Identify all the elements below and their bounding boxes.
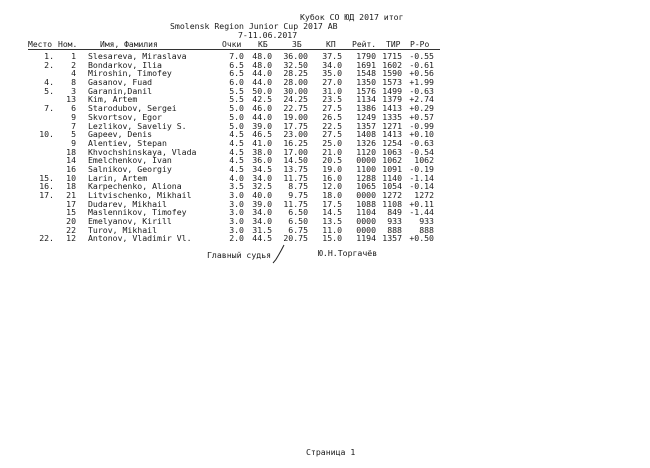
cell-name: Emelchenkov, Ivan (88, 155, 172, 166)
col-no: Ном. (58, 40, 78, 49)
cell-zb: 9.75 (288, 190, 308, 200)
cell-kb: 48.0 (252, 59, 272, 70)
cell-pro: 1062 (414, 155, 434, 166)
cell-pro: +0.11 (409, 198, 434, 209)
cell-kp: 15.0 (322, 233, 342, 244)
cell-kp: 21.0 (322, 146, 342, 157)
cell-pro: +0.10 (409, 129, 434, 140)
cell-tir: 1413 (382, 103, 402, 114)
page-number: Страница 1 (306, 447, 356, 457)
cell-points: 6.5 (229, 59, 244, 70)
cell-rating: 0000 (356, 155, 376, 166)
cell-place: 4. (44, 77, 54, 88)
cell-points: 3.0 (229, 190, 244, 200)
cell-tir: 1140 (382, 172, 402, 183)
cell-kb: 46.5 (252, 129, 272, 140)
cell-pro: +1.99 (409, 77, 434, 88)
cell-zb: 13.75 (283, 163, 308, 174)
header-rule (28, 49, 440, 50)
cell-zb: 19.00 (283, 111, 308, 122)
col-name: Имя, Фамилия (100, 40, 158, 49)
cell-rating: 1350 (356, 77, 376, 88)
cell-name: Bondarkov, Ilia (88, 59, 162, 70)
cell-tir: 1062 (382, 155, 402, 166)
cell-rating: 1326 (356, 137, 376, 148)
cell-pro: +0.50 (409, 233, 434, 244)
cell-points: 4.0 (229, 172, 244, 183)
cell-kp: 27.5 (322, 103, 342, 114)
cell-pro: +0.57 (409, 111, 434, 122)
cell-tir: 888 (387, 224, 402, 235)
cell-name: Dudarev, Mikhail (88, 198, 167, 209)
judge-signature-mark (268, 244, 290, 264)
cell-tir: 1573 (382, 77, 402, 88)
cell-kb: 31.5 (252, 224, 272, 235)
cell-tir: 1715 (382, 51, 402, 61)
col-kp: КП (326, 40, 336, 49)
cell-pro: -0.14 (409, 181, 434, 192)
cell-kp: 25.0 (322, 137, 342, 148)
cell-place: 22. (39, 233, 54, 244)
cell-points: 3.0 (229, 224, 244, 235)
cell-zb: 17.00 (283, 146, 308, 157)
col-points: Очки (222, 40, 242, 49)
cell-kb: 32.5 (252, 181, 272, 192)
cell-tir: 1357 (382, 233, 402, 244)
cell-kb: 46.0 (252, 103, 272, 114)
cell-zb: 23.00 (283, 129, 308, 140)
cell-kp: 31.0 (322, 85, 342, 96)
col-kb: КБ (258, 40, 268, 49)
cell-rating: 1288 (356, 172, 376, 183)
cell-pro: +2.74 (409, 94, 434, 105)
cell-pro: 1272 (414, 190, 434, 200)
cell-zb: 6.50 (288, 216, 308, 227)
cell-rating: 1386 (356, 103, 376, 114)
cell-place: 1. (44, 51, 54, 61)
cell-points: 4.5 (229, 146, 244, 157)
cell-no: 17 (66, 198, 76, 209)
cell-no: 8 (71, 77, 76, 88)
table-row (0, 234, 650, 243)
cell-points: 5.0 (229, 103, 244, 114)
cell-zb: 30.00 (283, 85, 308, 96)
cell-no: 21 (66, 190, 76, 200)
cell-rating: 1691 (356, 59, 376, 70)
cell-rating: 1134 (356, 94, 376, 105)
cell-pro: +0.29 (409, 103, 434, 114)
cell-name: Gapeev, Denis (88, 129, 153, 140)
cell-kp: 27.0 (322, 77, 342, 88)
cell-kp: 13.5 (322, 216, 342, 227)
cell-rating: 0000 (356, 190, 376, 200)
title-en: Smolensk Region Junior Cup 2017 AB (170, 21, 338, 31)
cell-points: 2.0 (229, 233, 244, 244)
cell-points: 3.0 (229, 198, 244, 209)
cell-kb: 41.0 (252, 137, 272, 148)
cell-pro: +0.56 (409, 68, 434, 79)
cell-kb: 40.0 (252, 190, 272, 200)
cell-name: Kim, Artem (88, 94, 138, 105)
cell-zb: 8.75 (288, 181, 308, 192)
cell-name: Khvochshinskaya, Vlada (88, 146, 197, 157)
cell-zb: 11.75 (283, 172, 308, 183)
chief-judge-name: Ю.Н.Торгачёв (318, 248, 378, 258)
cell-no: 2 (71, 59, 76, 70)
cell-zb: 6.50 (288, 207, 308, 218)
cell-no: 20 (66, 216, 76, 227)
col-tir: ТИР (386, 40, 401, 49)
cell-pro: -0.19 (409, 163, 434, 174)
cell-points: 4.5 (229, 137, 244, 148)
cell-no: 10 (66, 172, 76, 183)
cell-tir: 1271 (382, 120, 402, 131)
cell-name: Alentiev, Stepan (88, 137, 167, 148)
cell-no: 3 (71, 85, 76, 96)
cell-place: 7. (44, 103, 54, 114)
cell-name: Salnikov, Georgiy (88, 163, 172, 174)
cell-tir: 1063 (382, 146, 402, 157)
cell-zb: 20.75 (283, 233, 308, 244)
cell-tir: 849 (387, 207, 402, 218)
title-ru: Кубок СО ЮД 2017 итог (300, 12, 404, 22)
cell-points: 3.0 (229, 216, 244, 227)
cell-no: 18 (66, 181, 76, 192)
chief-judge-label: Главный судья (207, 250, 272, 260)
cell-kp: 16.0 (322, 172, 342, 183)
cell-kb: 34.0 (252, 207, 272, 218)
cell-points: 3.5 (229, 181, 244, 192)
cell-rating: 1548 (356, 68, 376, 79)
cell-name: Antonov, Vladimir Vl. (88, 233, 192, 244)
cell-kb: 42.5 (252, 94, 272, 105)
cell-name: Turov, Mikhail (88, 224, 158, 235)
cell-kp: 20.5 (322, 155, 342, 166)
cell-kp: 11.0 (322, 224, 342, 235)
cell-name: Litvischenko, Mikhail (88, 190, 192, 200)
cell-kb: 39.0 (252, 198, 272, 209)
cell-kp: 19.0 (322, 163, 342, 174)
cell-points: 5.0 (229, 120, 244, 131)
cell-rating: 1357 (356, 120, 376, 131)
cell-place: 16. (39, 181, 54, 192)
cell-no: 14 (66, 155, 76, 166)
results-table (0, 52, 650, 243)
cell-kb: 38.0 (252, 146, 272, 157)
cell-rating: 0000 (356, 216, 376, 227)
cell-kp: 17.5 (322, 198, 342, 209)
cell-no: 15 (66, 207, 76, 218)
cell-kb: 34.0 (252, 216, 272, 227)
cell-kp: 14.5 (322, 207, 342, 218)
col-pro: Р-Ро (410, 40, 430, 49)
cell-no: 1 (71, 51, 76, 61)
cell-points: 5.5 (229, 94, 244, 105)
cell-rating: 1249 (356, 111, 376, 122)
cell-no: 5 (71, 129, 76, 140)
cell-kp: 22.5 (322, 120, 342, 131)
cell-pro: -0.99 (409, 120, 434, 131)
cell-tir: 1091 (382, 163, 402, 174)
col-zb: ЗБ (292, 40, 302, 49)
cell-name: Lezlikov, Saveliy S. (88, 120, 187, 131)
col-place: Место (28, 40, 53, 49)
cell-points: 3.0 (229, 207, 244, 218)
cell-place: 15. (39, 172, 54, 183)
cell-tir: 1413 (382, 129, 402, 140)
cell-name: Maslennikov, Timofey (88, 207, 187, 218)
cell-kb: 36.0 (252, 155, 272, 166)
cell-points: 4.5 (229, 163, 244, 174)
cell-tir: 1590 (382, 68, 402, 79)
cell-tir: 1379 (382, 94, 402, 105)
cell-kb: 48.0 (252, 51, 272, 61)
cell-pro: -0.63 (409, 137, 434, 148)
cell-name: Miroshin, Timofey (88, 68, 172, 79)
cell-kp: 34.0 (322, 59, 342, 70)
cell-kb: 44.0 (252, 111, 272, 122)
cell-zb: 28.25 (283, 68, 308, 79)
cell-pro: 888 (419, 224, 434, 235)
cell-zb: 17.75 (283, 120, 308, 131)
cell-name: Starodubov, Sergei (88, 103, 177, 114)
cell-rating: 1104 (356, 207, 376, 218)
cell-zb: 24.25 (283, 94, 308, 105)
cell-rating: 1065 (356, 181, 376, 192)
cell-kp: 18.0 (322, 190, 342, 200)
cell-zb: 22.75 (283, 103, 308, 114)
cell-kp: 26.5 (322, 111, 342, 122)
cell-no: 9 (71, 111, 76, 122)
cell-place: 17. (39, 190, 54, 200)
cell-rating: 1408 (356, 129, 376, 140)
cell-zb: 28.00 (283, 77, 308, 88)
cell-kp: 35.0 (322, 68, 342, 79)
cell-rating: 1576 (356, 85, 376, 96)
cell-no: 13 (66, 94, 76, 105)
cell-points: 6.0 (229, 77, 244, 88)
cell-zb: 16.25 (283, 137, 308, 148)
cell-no: 22 (66, 224, 76, 235)
cell-zb: 6.75 (288, 224, 308, 235)
cell-zb: 11.75 (283, 198, 308, 209)
cell-points: 5.0 (229, 111, 244, 122)
cell-rating: 1088 (356, 198, 376, 209)
cell-pro: -0.54 (409, 146, 434, 157)
cell-name: Skvortsov, Egor (88, 111, 162, 122)
cell-kp: 12.0 (322, 181, 342, 192)
cell-tir: 1254 (382, 137, 402, 148)
cell-name: Emelyanov, Kirill (88, 216, 172, 227)
cell-pro: -0.61 (409, 59, 434, 70)
cell-name: Slesareva, Miraslava (88, 51, 187, 61)
cell-tir: 933 (387, 216, 402, 227)
cell-tir: 1499 (382, 85, 402, 96)
cell-kb: 44.5 (252, 233, 272, 244)
cell-pro: -1.44 (409, 207, 434, 218)
cell-name: Garanin,Danil (88, 85, 153, 96)
cell-rating: 1120 (356, 146, 376, 157)
cell-place: 2. (44, 59, 54, 70)
cell-zb: 14.50 (283, 155, 308, 166)
cell-no: 12 (66, 233, 76, 244)
cell-pro: -0.63 (409, 85, 434, 96)
cell-no: 6 (71, 103, 76, 114)
cell-points: 4.5 (229, 155, 244, 166)
cell-tir: 1054 (382, 181, 402, 192)
cell-no: 9 (71, 137, 76, 148)
cell-points: 6.5 (229, 68, 244, 79)
cell-points: 4.5 (229, 129, 244, 140)
cell-rating: 0000 (356, 224, 376, 235)
cell-tir: 1108 (382, 198, 402, 209)
cell-kb: 50.0 (252, 85, 272, 96)
cell-kb: 44.0 (252, 77, 272, 88)
cell-kp: 27.5 (322, 129, 342, 140)
cell-tir: 1602 (382, 59, 402, 70)
cell-pro: -1.14 (409, 172, 434, 183)
col-rating: Рейт. (352, 40, 377, 49)
cell-kb: 34.0 (252, 172, 272, 183)
cell-tir: 1272 (382, 190, 402, 200)
cell-kb: 39.0 (252, 120, 272, 131)
cell-kp: 23.5 (322, 94, 342, 105)
cell-kb: 34.5 (252, 163, 272, 174)
cell-no: 7 (71, 120, 76, 131)
cell-place: 5. (44, 85, 54, 96)
event-dates: 7-11.06.2017 (238, 30, 298, 40)
cell-pro: 933 (419, 216, 434, 227)
cell-name: Gasanov, Fuad (88, 77, 153, 88)
cell-rating: 1194 (356, 233, 376, 244)
cell-name: Karpechenko, Aliona (88, 181, 182, 192)
cell-pro: -0.55 (409, 51, 434, 61)
cell-points: 7.0 (229, 51, 244, 61)
cell-place: 10. (39, 129, 54, 140)
cell-tir: 1335 (382, 111, 402, 122)
cell-rating: 1100 (356, 163, 376, 174)
cell-no: 4 (71, 68, 76, 79)
cell-kb: 44.0 (252, 68, 272, 79)
cell-name: Larin, Artem (88, 172, 148, 183)
cell-rating: 1790 (356, 51, 376, 61)
cell-no: 18 (66, 146, 76, 157)
cell-no: 16 (66, 163, 76, 174)
cell-kp: 37.5 (322, 51, 342, 61)
cell-points: 5.5 (229, 85, 244, 96)
cell-zb: 36.00 (283, 51, 308, 61)
cell-zb: 32.50 (283, 59, 308, 70)
